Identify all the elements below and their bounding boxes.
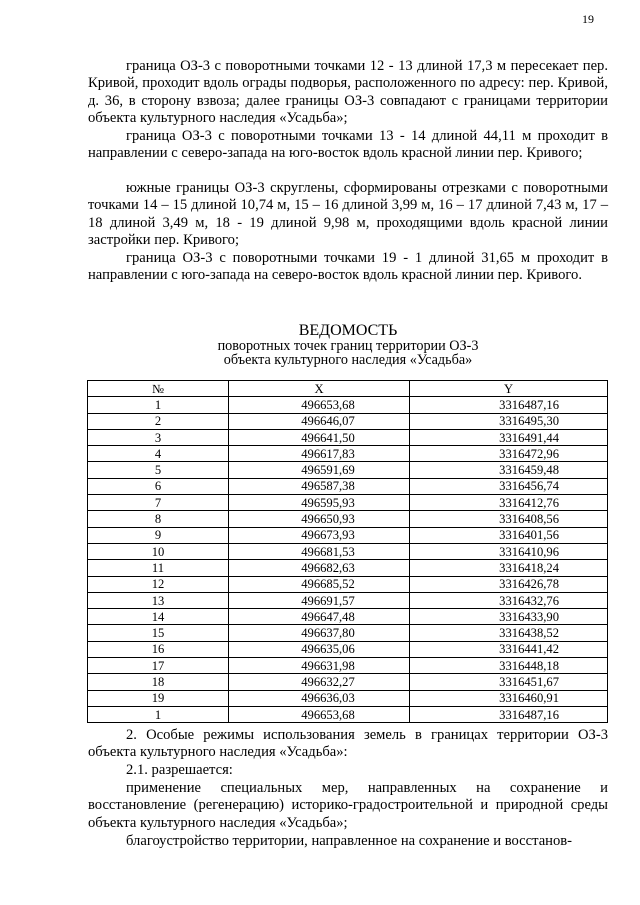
cell-number: 15 — [88, 625, 229, 641]
paragraph-boundary-19-1: граница ОЗ-3 с поворотными точками 19 - 1 длиной 31,65 м проходит в направлении с юго-запада на северо-восток вдоль красной линии пер. Кривого. — [88, 250, 608, 284]
cell-y: 3316495,30 — [410, 413, 608, 429]
table-row — [88, 462, 608, 478]
cell-x: 496653,68 — [229, 397, 410, 413]
cell-number: 6 — [88, 478, 229, 494]
cell-x: 496691,57 — [229, 592, 410, 608]
cell-x: 496617,83 — [229, 446, 410, 462]
table-row — [88, 576, 608, 592]
cell-number: 2 — [88, 413, 229, 429]
cell-number: 18 — [88, 674, 229, 690]
cell-x: 496650,93 — [229, 511, 410, 527]
table-heading-subtitle-1: поворотных точек границ территории ОЗ-3 — [217, 338, 479, 354]
table-row — [88, 495, 608, 511]
paragraph-southern-boundaries: южные границы ОЗ-3 скруглены, сформированы отрезками с поворотными точками 14 – 15 длиной 10,74 м, 15 – 16 длиной 3,99 м, 16 – 17 длиной 7,43 м, 17 – 18 длиной 3,49 м, 18 - 19 длиной 9,98 м, проходящими вдоль красной линии застройки пер. Кривого; — [88, 180, 608, 249]
cell-x: 496681,53 — [229, 543, 410, 559]
cell-y: 3316432,76 — [410, 592, 608, 608]
cell-y: 3316448,18 — [410, 658, 608, 674]
cell-x: 496641,50 — [229, 429, 410, 445]
table-heading-title: ВЕДОМОСТЬ — [298, 322, 398, 339]
cell-y: 3316418,24 — [410, 560, 608, 576]
cell-x: 496632,27 — [229, 674, 410, 690]
cell-y: 3316459,48 — [410, 462, 608, 478]
cell-y: 3316487,16 — [410, 397, 608, 413]
paragraph-boundary-12-13: граница ОЗ-3 с поворотными точками 12 - 13 длиной 17,3 м пересекает пер. Кривой, проходит вдоль ограды подворья, расположенного по адресу: пер. Кривой, д. 36, в сторону взвоза; далее границы ОЗ-3 совпадают с границами территории объекта культурного наследия «Усадьба»; — [88, 58, 608, 127]
cell-x: 496653,68 — [229, 706, 410, 722]
cell-x: 496647,48 — [229, 609, 410, 625]
cell-number: 1 — [88, 397, 229, 413]
table-row — [88, 446, 608, 462]
cell-y: 3316401,56 — [410, 527, 608, 543]
coordinates-table — [87, 380, 608, 723]
cell-y: 3316456,74 — [410, 478, 608, 494]
table-header-row — [88, 381, 608, 397]
header-x: X — [229, 381, 410, 397]
paragraph-special-measures: применение специальных мер, направленных на сохранение и восстановление (регенерацию) историко-градостроительной и природной среды объекта культурного наследия «Усадьба»; — [88, 780, 608, 831]
header-y: Y — [410, 381, 608, 397]
cell-number: 1 — [88, 706, 229, 722]
cell-x: 496636,03 — [229, 690, 410, 706]
cell-x: 496646,07 — [229, 413, 410, 429]
cell-x: 496637,80 — [229, 625, 410, 641]
cell-y: 3316460,91 — [410, 690, 608, 706]
table-row — [88, 658, 608, 674]
cell-number: 10 — [88, 543, 229, 559]
cell-x: 496595,93 — [229, 495, 410, 511]
cell-x: 496591,69 — [229, 462, 410, 478]
table-row — [88, 397, 608, 413]
cell-y: 3316433,90 — [410, 609, 608, 625]
cell-number: 7 — [88, 495, 229, 511]
cell-y: 3316441,42 — [410, 641, 608, 657]
table-heading — [88, 322, 608, 367]
table-row — [88, 674, 608, 690]
cell-y: 3316438,52 — [410, 625, 608, 641]
cell-number: 16 — [88, 641, 229, 657]
cell-number: 11 — [88, 560, 229, 576]
table-row — [88, 527, 608, 543]
cell-x: 496685,52 — [229, 576, 410, 592]
cell-x: 496673,93 — [229, 527, 410, 543]
table-row — [88, 706, 608, 722]
cell-y: 3316472,96 — [410, 446, 608, 462]
cell-y: 3316451,67 — [410, 674, 608, 690]
table-row — [88, 641, 608, 657]
paragraph-boundary-13-14: граница ОЗ-3 с поворотными точками 13 - 14 длиной 44,11 м проходит в направлении с северо-запада на юго-восток вдоль красной линии пер. Кривого; — [88, 128, 608, 162]
table-row — [88, 413, 608, 429]
cell-number: 4 — [88, 446, 229, 462]
paragraph-special-regimes: 2. Особые режимы использования земель в границах территории ОЗ-3 объекта культурного наследия «Усадьба»: — [88, 727, 608, 761]
cell-y: 3316426,78 — [410, 576, 608, 592]
cell-y: 3316410,96 — [410, 543, 608, 559]
paragraph-landscaping: благоустройство территории, направленное на сохранение и восстанов- — [126, 833, 573, 849]
table-row — [88, 609, 608, 625]
cell-number: 8 — [88, 511, 229, 527]
cell-y: 3316487,16 — [410, 706, 608, 722]
table-row — [88, 511, 608, 527]
cell-x: 496587,38 — [229, 478, 410, 494]
cell-number: 9 — [88, 527, 229, 543]
cell-number: 13 — [88, 592, 229, 608]
cell-number: 14 — [88, 609, 229, 625]
table-row — [88, 625, 608, 641]
cell-x: 496635,06 — [229, 641, 410, 657]
table-row — [88, 592, 608, 608]
cell-number: 3 — [88, 429, 229, 445]
cell-y: 3316412,76 — [410, 495, 608, 511]
paragraph-permitted: 2.1. разрешается: — [126, 762, 233, 778]
table-row — [88, 429, 608, 445]
table-row — [88, 560, 608, 576]
table-row — [88, 690, 608, 706]
cell-number: 5 — [88, 462, 229, 478]
table-heading-subtitle-2: объекта культурного наследия «Усадьба» — [223, 352, 473, 368]
cell-y: 3316491,44 — [410, 429, 608, 445]
table-row — [88, 478, 608, 494]
cell-x: 496631,98 — [229, 658, 410, 674]
table-row — [88, 543, 608, 559]
cell-number: 19 — [88, 690, 229, 706]
cell-x: 496682,63 — [229, 560, 410, 576]
cell-number: 17 — [88, 658, 229, 674]
page-number: 19 — [582, 12, 594, 26]
cell-number: 12 — [88, 576, 229, 592]
cell-y: 3316408,56 — [410, 511, 608, 527]
header-number: № — [88, 381, 229, 397]
